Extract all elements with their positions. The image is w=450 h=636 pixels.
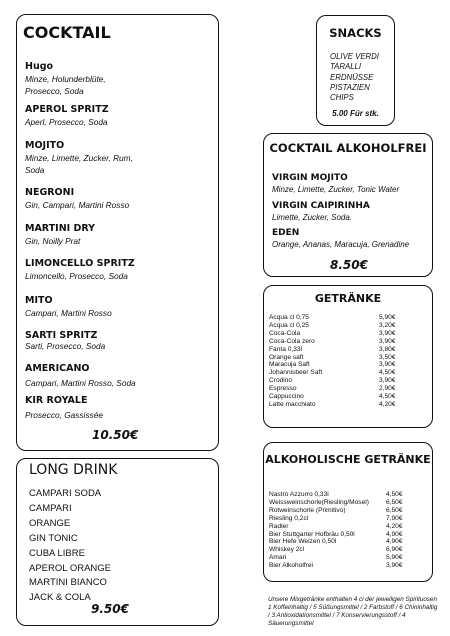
table-row [269, 361, 397, 369]
drink-item [272, 201, 432, 222]
drink-item [25, 187, 215, 212]
drink-name: APEROL SPRITZ [25, 104, 109, 115]
item-name: Latte macchiato [269, 400, 316, 408]
item-name: Bier Stuttgarter Hofbräu 0,50l [269, 530, 355, 538]
drink-item [25, 330, 215, 353]
item-price: 3,90€ [379, 377, 396, 385]
list-item: CAMPARI [29, 502, 72, 514]
drink-name: SARTI SPRITZ [25, 330, 98, 341]
list-item: MARTINI BIANCO [29, 577, 107, 589]
item-name: Acqua cl 0,25 [269, 321, 309, 329]
item-price: 6,90€ [386, 546, 403, 554]
table-row [269, 523, 404, 531]
list-item: TARALLI [330, 62, 362, 72]
list-item: OLIVE VERDI [330, 52, 379, 61]
list-item: CUBA LIBRE [29, 547, 85, 559]
item-price: 3,90€ [379, 329, 396, 337]
drink-desc: Prosecco, Gassissée [25, 410, 103, 420]
item-name: Orange saft [269, 353, 304, 361]
table-row [269, 546, 404, 554]
alkoholfrei-price: 8.50€ [330, 258, 368, 272]
item-name: Acqua cl 0,75 [269, 314, 309, 321]
item-name: Rotweinschorle (Primitivo) [269, 506, 346, 514]
table-row [269, 354, 397, 362]
footnote: Unsere Mixgetränke enthalten 4 cl der jeweiligen Spirituosen 1 Koffeinhaltig / 5 Süßungsmittel / 2 Farbstoff / 6 Chininhaltig / 3 Antioxidationsmittel / 7 Konservierungsstoff / 4 Säuerungsmittel [268, 596, 438, 627]
item-price: 3,80€ [379, 345, 396, 353]
item-price: 3,90€ [379, 337, 396, 345]
item-name: Whiskey 2cl [269, 546, 305, 554]
item-price: 2,90€ [379, 385, 396, 393]
snacks-title: SNACKS [329, 26, 382, 40]
drink-item [25, 395, 215, 422]
item-price: 4,20€ [386, 522, 403, 530]
table-row [269, 499, 404, 507]
item-name: Bier Hefe Weizen 0,50l [269, 538, 337, 546]
item-name: Nastro Azzurro 0,33l [269, 491, 329, 498]
table-row [269, 385, 397, 393]
table-row [269, 531, 404, 539]
alkoholisch-section [263, 442, 433, 582]
price-list [269, 491, 404, 570]
drink-name: MOJITO [25, 140, 65, 151]
table-row [269, 507, 404, 515]
drink-desc: Aperl, Prosecco, Soda [25, 117, 108, 127]
item-name: Crodino [269, 377, 293, 385]
item-price: 7,90€ [386, 514, 403, 522]
drink-item [25, 258, 215, 283]
drink-desc: Campari, Martini Rosso, Soda [25, 378, 136, 388]
item-name: Weissweinschorle(Riesling/Mosel) [269, 498, 369, 506]
drink-desc: Campari, Martini Rosso [25, 308, 112, 318]
getraenke-title: GETRÄNKE [314, 292, 382, 305]
item-price: 3,90€ [379, 361, 396, 369]
item-name: Amari [269, 554, 287, 562]
table-row [269, 562, 404, 570]
item-price: 4,90€ [386, 530, 403, 538]
drink-desc: Minze, Limette, Zucker, Tonic Water [272, 185, 400, 194]
snacks-section [316, 15, 395, 126]
drink-item [272, 173, 432, 194]
table-row [269, 377, 397, 385]
drink-item [25, 140, 215, 176]
snacks-price: 5.00 Für stk. [332, 109, 379, 118]
table-row [269, 515, 404, 523]
list-item: CAMPARI SODA [29, 488, 102, 499]
drink-name: VIRGIN CAIPIRINHA [272, 201, 370, 211]
list-item: ORANGE [29, 517, 71, 529]
table-row [269, 314, 397, 322]
item-price: 4,20€ [379, 400, 396, 408]
drink-name: MARTINI DRY [25, 223, 96, 234]
drink-name: Hugo [25, 61, 54, 72]
item-name: Maracuja Saft [269, 361, 310, 369]
cocktail-title: COCKTAIL [23, 23, 111, 42]
item-name: Coca-Cola zero [269, 337, 315, 345]
drink-name: EDEN [272, 228, 300, 238]
drink-desc: Limette, Zucker, Soda. [272, 213, 353, 222]
alkoholisch-title: ALKOHOLISCHE GETRÄNKE [265, 453, 431, 466]
drink-desc: Gin, Noilly Prat [25, 236, 81, 246]
drink-item [25, 223, 215, 248]
drink-item [25, 104, 215, 129]
drink-desc: Sarti, Prosecco, Soda [25, 341, 106, 351]
item-price: 3,20€ [379, 321, 396, 329]
drink-desc: Limoncello, Prosecco, Soda [25, 271, 128, 281]
item-price: 4,50€ [379, 393, 396, 401]
item-price: 5,90€ [379, 314, 396, 321]
table-row [269, 393, 397, 401]
list-item: ERDNÜSSE [330, 72, 374, 82]
getraenke-section [263, 285, 433, 428]
drink-desc: Minze, Limette, Zucker, Rum, Soda [25, 153, 133, 175]
drink-item [25, 61, 215, 97]
drink-name: LIMONCELLO SPRITZ [25, 258, 135, 269]
table-row [269, 401, 397, 409]
item-name: Cappuccino [269, 393, 304, 401]
item-name: Bier Alkoholfrei [269, 562, 313, 570]
item-name: Riesling 0,2cl [269, 514, 309, 522]
drink-name: NEGRONI [25, 187, 75, 198]
table-row [269, 554, 404, 562]
drink-name: VIRGIN MOJITO [272, 173, 348, 183]
longdrink-section [16, 458, 219, 626]
table-row [269, 338, 397, 346]
drink-item [272, 228, 432, 249]
snacks-list [330, 52, 379, 103]
cocktail-section [16, 14, 219, 451]
item-name: Coca-Cola [269, 329, 301, 337]
list-item: APEROL ORANGE [29, 562, 112, 574]
list-item: GIN TONIC [29, 532, 78, 544]
alkoholfrei-title: COCKTAIL ALKOHOLFREI [269, 141, 427, 155]
longdrink-title: LONG DRINK [29, 462, 118, 478]
list-item: CHIPS [330, 93, 354, 103]
table-row [269, 330, 397, 338]
item-name: Fanta 0,33l [269, 345, 302, 353]
table-row [269, 369, 397, 377]
item-price: 3,50€ [379, 353, 396, 361]
list-item: PISTAZIEN [330, 82, 370, 92]
table-row [269, 538, 404, 546]
list-item: JACK & COLA [29, 592, 91, 604]
table-row [269, 322, 397, 330]
item-price: 4,90€ [386, 538, 403, 546]
drink-name: MITO [25, 295, 53, 306]
table-row [269, 491, 404, 499]
item-price: 4,50€ [386, 491, 403, 498]
item-name: Johannisbeer Saft [269, 369, 323, 377]
item-name: Espresso [269, 385, 297, 393]
longdrink-price: 9.50€ [91, 602, 129, 616]
item-price: 3,90€ [386, 562, 403, 570]
drink-item [25, 295, 215, 320]
item-price: 4,50€ [379, 369, 396, 377]
drink-desc: Orange, Ananas, Maracuja, Grenadine [272, 240, 410, 249]
drink-name: KIR ROYALE [25, 395, 88, 406]
alkoholfrei-section [263, 133, 433, 277]
item-price: 6,50€ [386, 498, 403, 506]
longdrink-list [29, 487, 111, 606]
item-price: 5,90€ [386, 554, 403, 562]
table-row [269, 346, 397, 354]
drink-item [25, 363, 215, 390]
price-list [269, 314, 397, 409]
drink-name: AMERICANO [25, 363, 90, 374]
item-price: 6,50€ [386, 506, 403, 514]
drink-desc: Minze, Holunderblüte, Prosecco, Soda [25, 74, 106, 96]
item-name: Radler [269, 522, 289, 530]
cocktail-price: 10.50€ [92, 428, 139, 442]
drink-desc: Gin, Campari, Martini Rosso [25, 200, 130, 210]
